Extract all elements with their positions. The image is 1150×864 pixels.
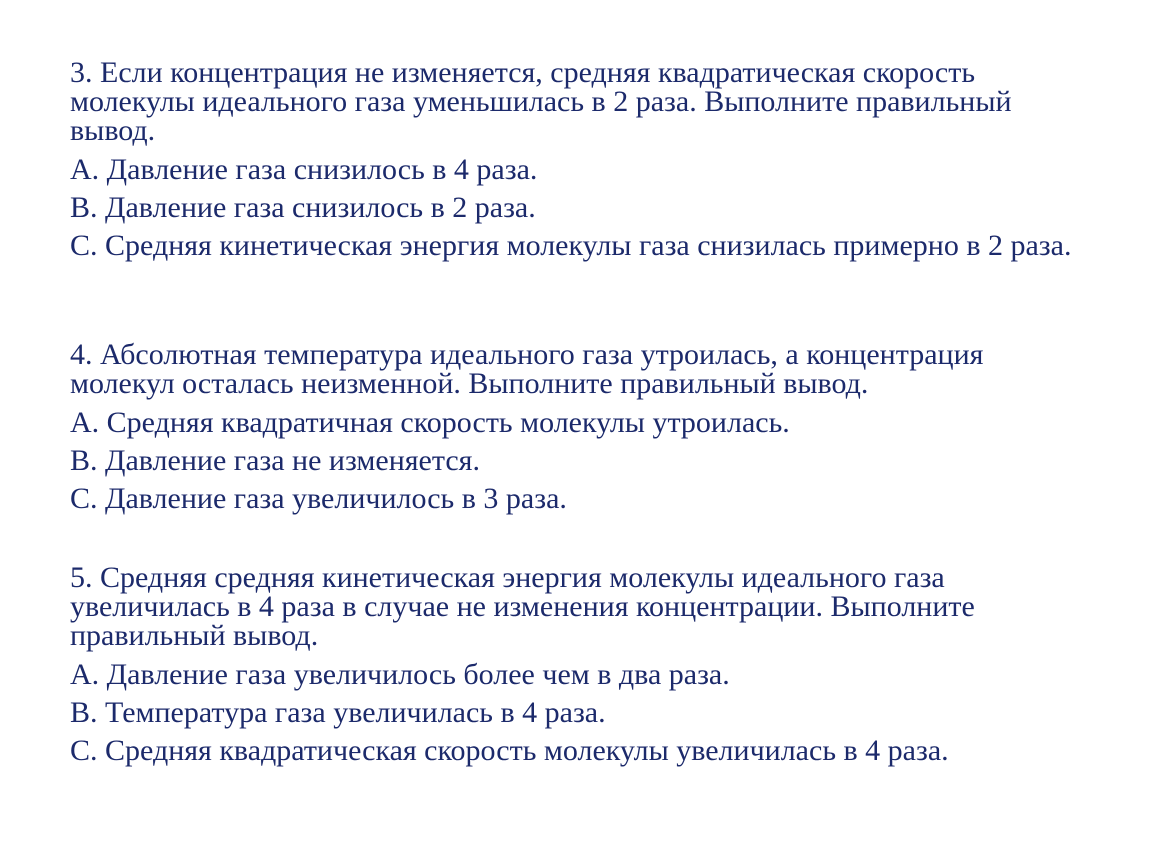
question-3-option-b: В. Давление газа снизилось в 2 раза. — [70, 191, 536, 224]
question-3-text: 3. Если концентрация не изменяется, средняя квадратическая скорость молекулы идеального газа уменьшилась в 2 раза. Выполните правильный вывод. — [70, 56, 1012, 147]
question-5-option-c: С. Средняя квадратическая скорость молекулы увеличилась в 4 раза. — [70, 734, 949, 767]
question-5 — [70, 563, 1080, 774]
question-3 — [70, 58, 1080, 269]
question-3-option-c: С. Средняя кинетическая энергия молекулы газа снизилась примерно в 2 раза. — [70, 229, 1072, 262]
question-5-option-b: В. Температура газа увеличилась в 4 раза. — [70, 696, 606, 729]
question-4-option-a: А. Средняя квадратичная скорость молекулы утроилась. — [70, 406, 790, 439]
question-4 — [70, 340, 1080, 522]
question-3-option-a: А. Давление газа снизилось в 4 раза. — [70, 153, 538, 186]
question-4-text: 4. Абсолютная температура идеального газа утроилась, а концентрация молекул осталась неизменной. Выполните правильный вывод. — [70, 338, 984, 400]
question-5-option-a: А. Давление газа увеличилось более чем в два раза. — [70, 658, 730, 691]
question-4-option-b: В. Давление газа не изменяется. — [70, 444, 480, 477]
question-4-option-c: С. Давление газа увеличилось в 3 раза. — [70, 482, 567, 515]
question-5-text: 5. Средняя средняя кинетическая энергия молекулы идеального газа увеличилась в 4 раза в случае не изменения концентрации. Выполните правильный вывод. — [70, 561, 975, 652]
